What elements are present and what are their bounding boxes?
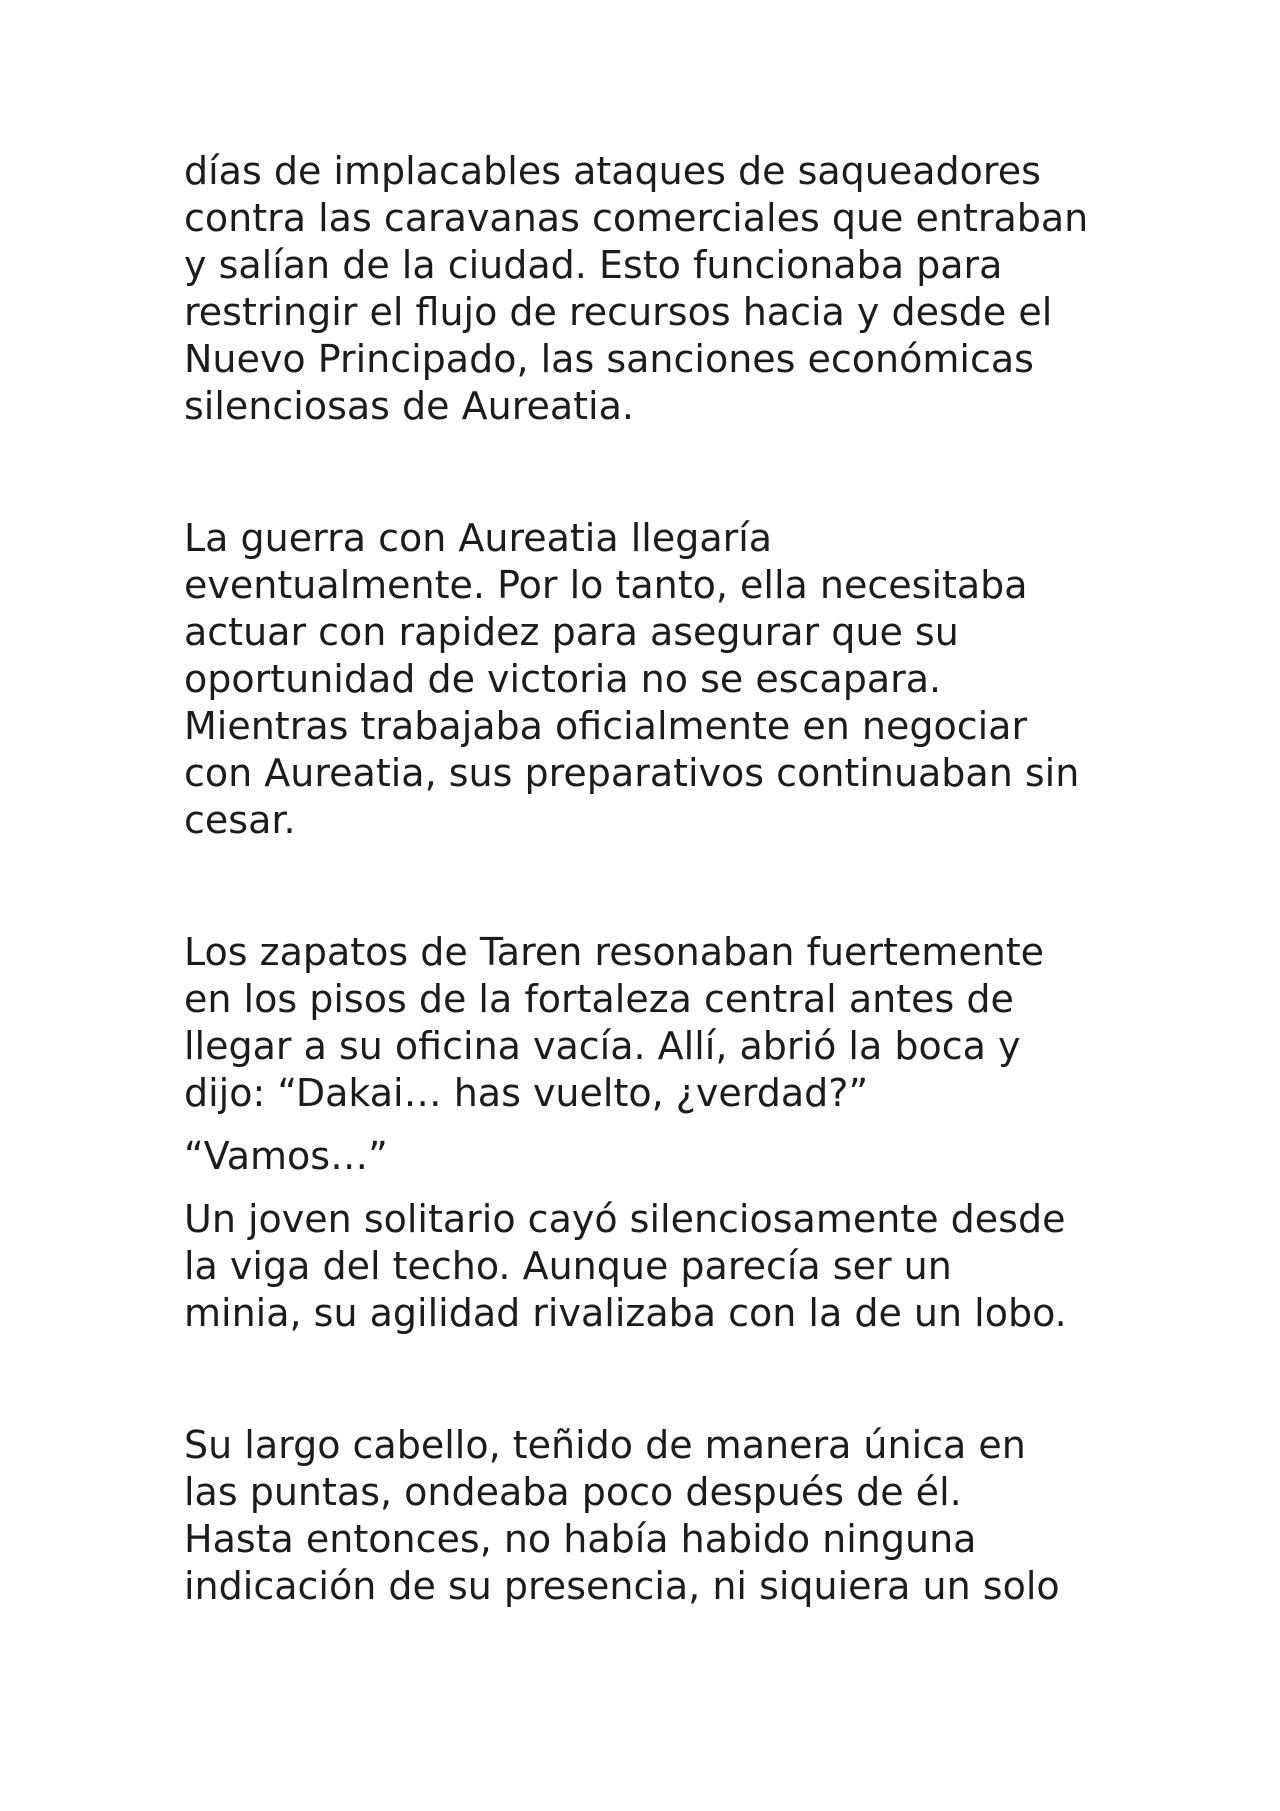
- text-line: indicación de su presencia, ni siquiera un solo: [184, 1564, 1060, 1608]
- text-line: Hasta entonces, no había habido ninguna: [184, 1517, 977, 1561]
- text-line: Su largo cabello, teñido de manera única en: [184, 1423, 1026, 1467]
- paragraph-5: [184, 1196, 1124, 1337]
- text-line: silenciosas de Aureatia.: [184, 384, 634, 428]
- text-line: llegar a su oficina vacía. Allí, abrió la boca y: [184, 1024, 1021, 1068]
- paragraph-spacer: [184, 430, 1124, 515]
- text-line: días de implacables ataques de saqueadores: [184, 149, 1041, 193]
- paragraph-1: [184, 148, 1124, 430]
- text-line: “Vamos…”: [184, 1134, 388, 1178]
- text-line: cesar.: [184, 798, 296, 842]
- text-line: con Aureatia, sus preparativos continuaban sin: [184, 751, 1080, 795]
- text-line: en los pisos de la fortaleza central antes de: [184, 977, 1014, 1021]
- paragraph-4: [184, 1133, 1124, 1180]
- paragraph-spacer: [184, 1337, 1124, 1422]
- text-line: dijo: “Dakai… has vuelto, ¿verdad?”: [184, 1071, 869, 1115]
- paragraph-spacer: [184, 844, 1124, 929]
- text-line: minia, su agilidad rivalizaba con la de un lobo.: [184, 1291, 1067, 1335]
- document-body: [184, 148, 1124, 1610]
- paragraph-spacer: [184, 1117, 1124, 1133]
- text-line: oportunidad de victoria no se escapara.: [184, 657, 942, 701]
- text-line: Un joven solitario cayó silenciosamente desde: [184, 1197, 1066, 1241]
- text-line: y salían de la ciudad. Esto funcionaba para: [184, 243, 1003, 287]
- text-line: Nuevo Principado, las sanciones económicas: [184, 337, 1034, 381]
- text-line: actuar con rapidez para asegurar que su: [184, 610, 959, 654]
- text-line: La guerra con Aureatia llegaría: [184, 516, 773, 560]
- text-line: contra las caravanas comerciales que entraban: [184, 196, 1089, 240]
- text-line: la viga del techo. Aunque parecía ser un: [184, 1244, 952, 1288]
- paragraph-spacer: [184, 1180, 1124, 1196]
- text-line: restringir el flujo de recursos hacia y desde el: [184, 290, 1053, 334]
- paragraph-6: [184, 1422, 1124, 1610]
- text-line: eventualmente. Por lo tanto, ella necesitaba: [184, 563, 1028, 607]
- text-line: las puntas, ondeaba poco después de él.: [184, 1470, 962, 1514]
- paragraph-2: [184, 515, 1124, 844]
- paragraph-3: [184, 929, 1124, 1117]
- text-line: Mientras trabajaba oficialmente en negociar: [184, 704, 1028, 748]
- text-line: Los zapatos de Taren resonaban fuertemente: [184, 930, 1045, 974]
